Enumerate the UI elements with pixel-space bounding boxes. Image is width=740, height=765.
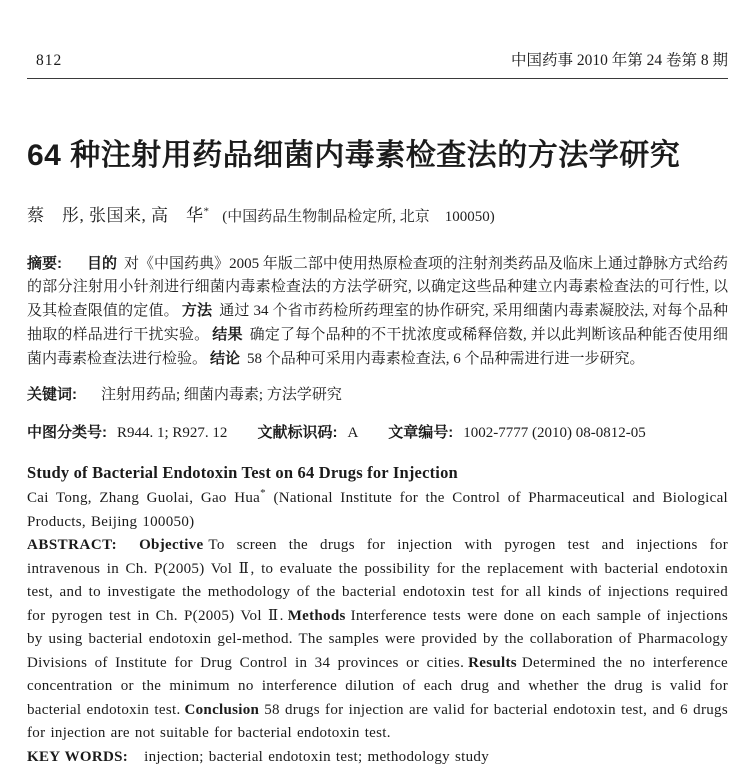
keywords-line-en: [27, 746, 728, 765]
header-rule: [27, 78, 728, 79]
objective-text-cn: 对《中国药典》2005 年版二部中使用热原检查项的注射剂类药品及临床上通过静脉方式给药的部分注射用小针剂进行细菌内毒素检查法的方法学研究, 以确定这些品种建立内毒素检查法的可行性, 以及其检查限值的定值。: [27, 256, 728, 319]
abstract-label-cn: 摘要:: [27, 255, 63, 272]
objective-label-cn: 目的: [87, 255, 118, 272]
doc-code-value: A: [347, 425, 359, 441]
results-label-cn: 结果: [212, 326, 243, 343]
results-label-en: Results: [468, 654, 517, 671]
abstract-en: [27, 534, 728, 746]
conclusion-label-cn: 结论: [210, 350, 241, 367]
affiliation-en: (National Institute for the Control of Pharmaceutical and Biological Products, Beijing 100050): [27, 490, 728, 530]
authors-cn: 蔡 彤, 张国来, 高 华: [27, 206, 204, 225]
conclusion-text-en: 58 drugs for injection are valid for bacterial endotoxin test, and 6 drugs for injection are not suitable for bacterial endotoxin test.: [27, 701, 728, 741]
article-title-cn: 64 种注射用药品细菌内毒素检查法的方法学研究: [27, 139, 681, 172]
keywords-text-cn: 注射用药品; 细菌内毒素; 方法学研究: [101, 387, 342, 403]
doc-code-group: [257, 425, 358, 441]
keywords-label-en: KEY WORDS:: [27, 748, 129, 765]
article-id-value: 1002-7777 (2010) 08-0812-05: [463, 425, 646, 441]
doc-code-label: 文献标识码:: [257, 424, 338, 441]
clc-value: R944. 1; R927. 12: [117, 425, 228, 441]
authors-en: Cai Tong, Zhang Guolai, Gao Hua: [27, 490, 261, 506]
abstract-cn: [27, 252, 728, 371]
results-text-cn: 确定了每个品种的不干扰浓度或稀释倍数, 并以此判断该品种能否使用细菌内毒素检查法进行检验。: [27, 327, 728, 367]
article-id-label: 文章编号:: [388, 424, 454, 441]
keywords-line-cn: [27, 384, 728, 406]
objective-text-en: To screen the drugs for injection with pyrogen test and injections for intravenous in Ch. P(2005) Vol Ⅱ, to evaluate the possibility for the replacement with bacterial endotoxin test, and to investigate the methodology of the bacterial endotoxin test for all kinds of injections required for pyrogen test in Ch. P(2005) Vol Ⅱ.: [27, 537, 728, 624]
keywords-text-en: injection; bacterial endotoxin test; methodology study: [144, 748, 489, 765]
running-head: [27, 52, 728, 70]
article-id-group: [388, 425, 645, 441]
authors-line-cn: [27, 203, 728, 230]
corresponding-author-mark-en: *: [260, 487, 266, 499]
conclusion-text-cn: 58 个品种可采用内毒素检查法, 6 个品种需进行进一步研究。: [247, 351, 645, 367]
clc-label: 中图分类号:: [27, 424, 107, 441]
clc-group: [27, 425, 227, 441]
methods-text-en: Interference tests were done on each sample of injections by using bacterial endotoxin gel-method. The samples were provided by the collaboration of Pharmacology Divisions of Institute for Drug Control in 34 provinces or cities.: [27, 607, 728, 671]
objective-label-en: Objective: [139, 537, 204, 553]
keywords-label-cn: 关键词:: [27, 386, 77, 403]
corresponding-author-mark-cn: *: [203, 205, 210, 218]
abstract-label-en: ABSTRACT:: [27, 537, 118, 553]
authors-line-en: [27, 486, 728, 534]
affiliation-cn: (中国药品生物制品检定所, 北京 100050): [222, 209, 495, 225]
methods-text-cn: 通过 34 个省市药检所药理室的协作研究, 采用细菌内毒素凝胶法, 对每个品种抽取的样品进行干扰实验。: [27, 303, 728, 343]
methods-label-en: Methods: [287, 607, 346, 624]
journal-issue: 中国药事 2010 年第 24 卷第 8 期: [510, 52, 728, 69]
methods-label-cn: 方法: [181, 302, 213, 319]
article-title-en: Study of Bacterial Endotoxin Test on 64 Drugs for Injection: [27, 463, 458, 482]
results-text-en: Determined the no interference concentration or the minimum no interference dilution of each drug and whether the drug is valid for bacterial endotoxin test.: [27, 654, 728, 718]
meta-line: [27, 422, 728, 444]
page-number: 812: [36, 52, 63, 69]
conclusion-label-en: Conclusion: [184, 701, 260, 718]
